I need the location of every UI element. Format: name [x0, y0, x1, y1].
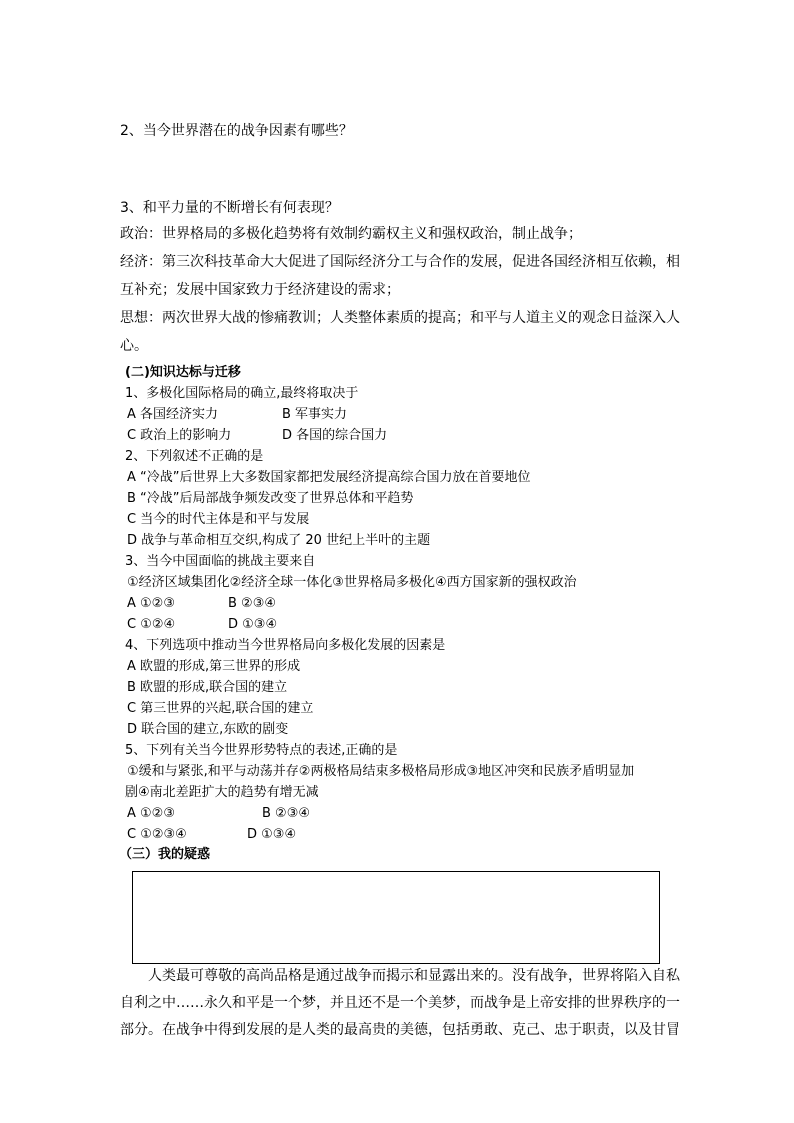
mc3-option-c: C ①②④ [127, 617, 176, 632]
mc1-option-d: D 各国的综合国力 [282, 428, 388, 443]
mc4-option-b: B 欧盟的形成,联合国的建立 [127, 680, 288, 695]
closing-line1: 人类最可尊敬的高尚品格是通过战争而揭示和显露出来的。没有战争，世界将陷入自私 [148, 968, 680, 984]
mc5-stem: 5、下列有关当今世界形势特点的表述,正确的是 [125, 743, 398, 758]
mc1-option-a: A 各国经济实力 [127, 407, 219, 422]
section-heading-knowledge: (二)知识达标与迁移 [125, 365, 241, 380]
mc3-option-a: A ①②③ [127, 596, 175, 611]
question-3: 3、和平力量的不断增长有何表现？ [120, 200, 339, 216]
mc3-option-b: B ②③④ [228, 596, 277, 611]
mc5-option-c: C ①②③④ [127, 827, 187, 842]
doubts-answer-box[interactable] [132, 871, 660, 964]
mc3-stem: 3、当今中国面临的挑战主要来自 [125, 554, 316, 569]
mc5-option-a: A ①②③ [127, 806, 175, 821]
question-2: 2、当今世界潜在的战争因素有哪些？ [120, 123, 353, 139]
mc4-option-c: C 第三世界的兴起,联合国的建立 [127, 701, 314, 716]
mc5-items-line2: 剧④南北差距扩大的趋势有增无减 [125, 785, 319, 800]
answer-economy-line1: 经济：第三次科技革命大大促进了国际经济分工与合作的发展，促进各国经济相互依赖，相 [120, 254, 680, 270]
mc5-option-b: B ②③④ [262, 806, 311, 821]
mc2-option-d: D 战争与革命相互交织,构成了 20 世纪上半叶的主题 [127, 533, 431, 548]
mc3-option-d: D ①③④ [228, 617, 278, 632]
mc2-option-c: C 当今的时代主体是和平与发展 [127, 512, 310, 527]
closing-line3: 部分。在战争中得到发展的是人类的最高贵的美德，包括勇敢、克己、忠于职责，以及甘冒 [120, 1022, 680, 1038]
answer-economy-line2: 互补充；发展中国家致力于经济建设的需求； [120, 282, 400, 298]
answer-thought-line2: 心。 [120, 338, 148, 354]
answer-thought-line1: 思想：两次世界大战的惨痛教训；人类整体素质的提高；和平与人道主义的观念日益深入人 [120, 310, 680, 326]
mc1-option-b: B 军事实力 [282, 407, 348, 422]
mc4-stem: 4、下列选项中推动当今世界格局向多极化发展的因素是 [125, 638, 446, 653]
mc5-option-d: D ①③④ [247, 827, 297, 842]
mc5-items-line1: ①缓和与紧张,和平与动荡并存②两极格局结束多极格局形成③地区冲突和民族矛盾明显加 [127, 764, 635, 779]
mc2-option-a: A “冷战”后世界上大多数国家都把发展经济提高综合国力放在首要地位 [127, 470, 531, 485]
mc3-items: ①经济区域集团化②经济全球一体化③世界格局多极化④西方国家新的强权政治 [127, 575, 577, 590]
mc1-stem: 1、多极化国际格局的确立,最终将取决于 [125, 386, 359, 401]
mc2-stem: 2、下列叙述不正确的是 [125, 449, 264, 464]
mc4-option-d: D 联合国的建立,东欧的剧变 [127, 722, 289, 737]
section-heading-doubts: （三）我的疑惑 [119, 847, 211, 862]
answer-politics: 政治：世界格局的多极化趋势将有效制约霸权主义和强权政治，制止战争； [120, 226, 582, 242]
mc4-option-a: A 欧盟的形成,第三世界的形成 [127, 659, 301, 674]
closing-line2: 自利之中……永久和平是一个梦，并且还不是一个美梦，而战争是上帝安排的世界秩序的一 [120, 995, 680, 1011]
mc2-option-b: B “冷战”后局部战争频发改变了世界总体和平趋势 [127, 491, 414, 506]
mc1-option-c: C 政治上的影响力 [127, 428, 232, 443]
